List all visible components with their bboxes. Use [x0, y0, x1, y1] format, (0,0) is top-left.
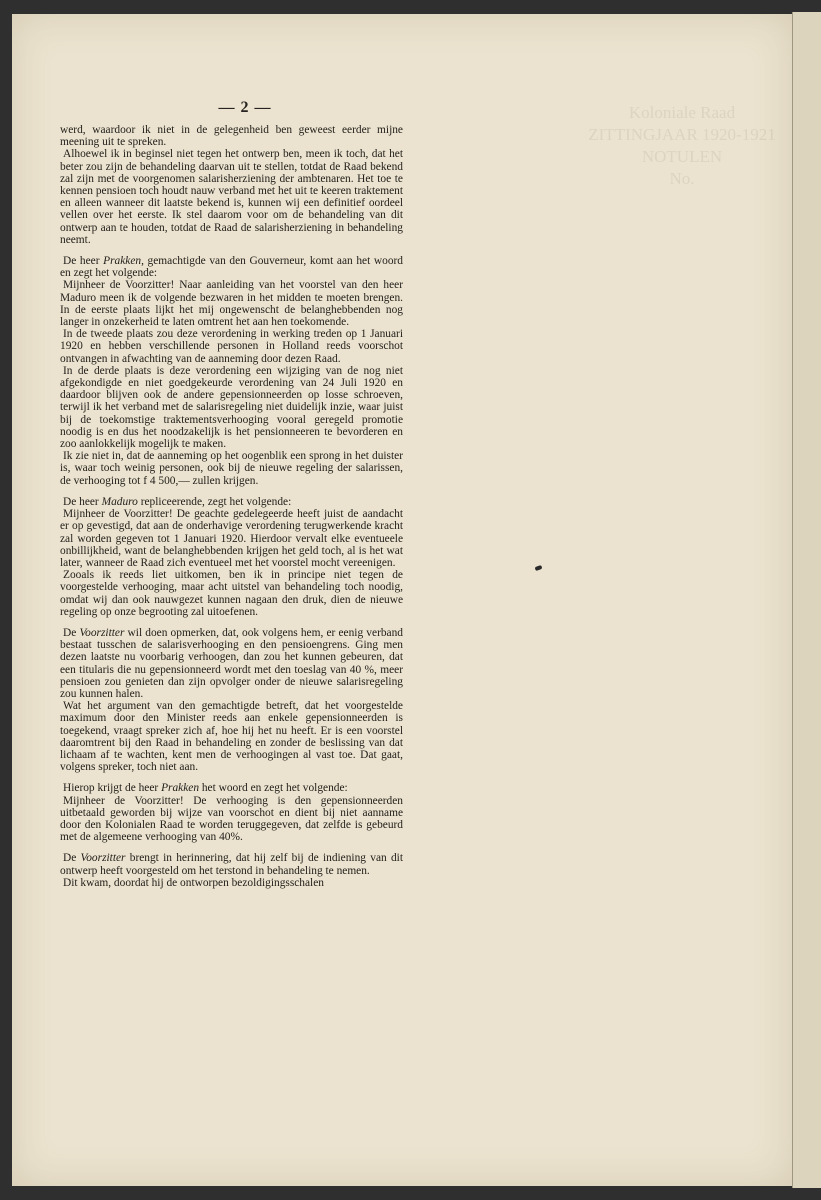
- paragraph: Dit kwam, doordat hij de ontworpen bezoldigingsschalen: [63, 876, 324, 889]
- paragraph: Mijnheer de Voorzitter! De verhooging is den gepensionneerden uitbetaald geworden bij wijze van voorschot en dient bij niet aanname door den Kolonialen Raad te worden teruggegeven, dat zelfde is gebeurd met de algemeene verhooging van 40%.: [60, 794, 403, 844]
- speaker-name: Voorzitter: [79, 626, 125, 639]
- speaker-name: Maduro: [101, 495, 138, 508]
- text-column: [60, 124, 403, 889]
- paragraph-prefix: De heer: [63, 495, 102, 508]
- paragraph-text: , gemachtigde van den Gouverneur, komt aan het woord en zegt het volgende:: [60, 255, 404, 280]
- paragraph: Mijnheer de Voorzitter! Naar aanleiding van het voorstel van den heer Maduro meen ik de volgende bezwaren in het midden te moeten brengen. In de eerste plaats lijkt het mij ongewenscht de belanghebbenden nog langer in onzekerheid te laten omtrent het aan hen toekomende.: [60, 279, 403, 329]
- paragraph: Zooals ik reeds liet uitkomen, ben ik in principe niet tegen de voorgestelde verhooging, maar acht uitstel van behandeling toch noodig, omdat wij dan ook nauwgezet kunnen nagaan den druk, dien de nieuwe regeling op onze begrooting zal uitoefenen.: [60, 569, 403, 618]
- paragraph: [60, 852, 403, 876]
- paragraph-prefix: Hierop krijgt de heer: [63, 782, 162, 795]
- paragraph-text: repliceerende, zegt het volgende:: [137, 495, 292, 508]
- bleed-through-text: Koloniale Raad ZITTINGJAAR 1920-1921 NOTULEN No.: [588, 103, 776, 188]
- paragraph: [60, 496, 403, 508]
- paragraph-prefix: De heer: [63, 255, 104, 268]
- paragraph: [60, 627, 403, 700]
- paragraph: [60, 782, 403, 794]
- paragraph: [60, 255, 403, 279]
- speaker-name: Prakken: [161, 782, 200, 795]
- paragraph: werd, waardoor ik niet in de gelegenheid ben geweest eerder mijne meening uit te spreken.: [60, 124, 403, 149]
- paragraph: Ik zie niet in, dat de aanneming op het oogenblik een sprong in het duister is, waar toch weinig personen, ook bij de nieuwe regeling der salarissen, de verhooging tot f 4 500,— zullen krijgen.: [60, 450, 403, 487]
- paragraph: Wat het argument van den gemachtigde betreft, dat het voorgestelde maximum door den Minister reeds aan enkele gepensionneerden is toegekend, vraagt spreker zich af, hoe hij het nu heeft. Er is een voorstel daaromtrent bij den Raad in behandeling en zonder de beslissing van dat lichaam af te wachten, kent men de verhoogingen al vast toe. Dat gaat, volgens spreker, toch niet aan.: [60, 700, 403, 774]
- adjacent-page-edge: [792, 12, 821, 1188]
- paragraph: Mijnheer de Voorzitter! De geachte gedelegeerde heeft juist de aandacht er op gevestigd, dat aan de onderhavige verordening terugwerkende kracht zal worden gegeven tot 1 Januari 1920. Hierdoor vervalt elke eventueele onbillijkheid, want de belanghebbenden krijgen het geld toch, al is het wat later, wanneer de Raad zich eventueel met het voorstel mocht vereenigen.: [60, 508, 403, 569]
- paragraph-prefix: De: [63, 852, 81, 865]
- paragraph-text: brengt in herinnering, dat hij zelf bij de indiening van dit ontwerp heeft voorgesteld om het terstond in behandeling te nemen.: [60, 852, 403, 877]
- paragraph-text: wil doen opmerken, dat, ook volgens hem, er eenig verband bestaat tusschen de salarisverhooging en den pensioengrens. Ging men dezen laatste nu voorbarig verhoogen, dan zou het kunnen gebeuren, dat een titularis die nu gepensionneerd wordt met den toeslag van 40 %, meer pensioen zou genieten dan zijn opvolger onder de nieuwe salarisregeling zou kunnen halen.: [60, 626, 403, 700]
- paragraph: Alhoewel ik in beginsel niet tegen het ontwerp ben, meen ik toch, dat het beter zou zijn de behandeling daarvan uit te stellen, totdat de Raad bekend zal zijn met de voorgenomen salarisherziening der ambtenaren. Het toe te kennen pensioen toch houdt nauw verband met het uit te keeren traktement en alleen wanneer dit laatste bekend is, kunnen wij een definitief oordeel vellen over het eerste. Ik stel daarom voor om de behandeling van dit ontwerp aan te houden, totdat de Raad de salarisherziening in behandeling neemt.: [60, 148, 403, 246]
- speaker-name: Voorzitter: [80, 852, 126, 865]
- paragraph-text: het woord en zegt het volgende:: [199, 782, 348, 795]
- paragraph: In de tweede plaats zou deze verordening in werking treden op 1 Januari 1920 en hebben verschillende personen in Holland reeds voorschot ontvangen in afwachting van de aanneming door dezen Raad.: [60, 328, 403, 365]
- page-number: — 2 —: [218, 99, 272, 116]
- paragraph: In de derde plaats is deze verordening een wijziging van de nog niet afgekondigde en niet goedgekeurde verordening van 24 Juli 1920 en daardoor blijven ook de andere gepensionneerden op losse schroeven, terwijl ik het verband met de salarisregeling niet duidelijk inzie, waar juist bij de toekomstige traktementsverhooging vooral geregeld promotie noodig is en dus het noodzakelijk is het pensionneeren te bevorderen en zoo aanlokkelijk mogelijk te maken.: [60, 364, 403, 451]
- paragraph-prefix: De: [63, 626, 80, 639]
- speaker-name: Prakken: [103, 255, 142, 268]
